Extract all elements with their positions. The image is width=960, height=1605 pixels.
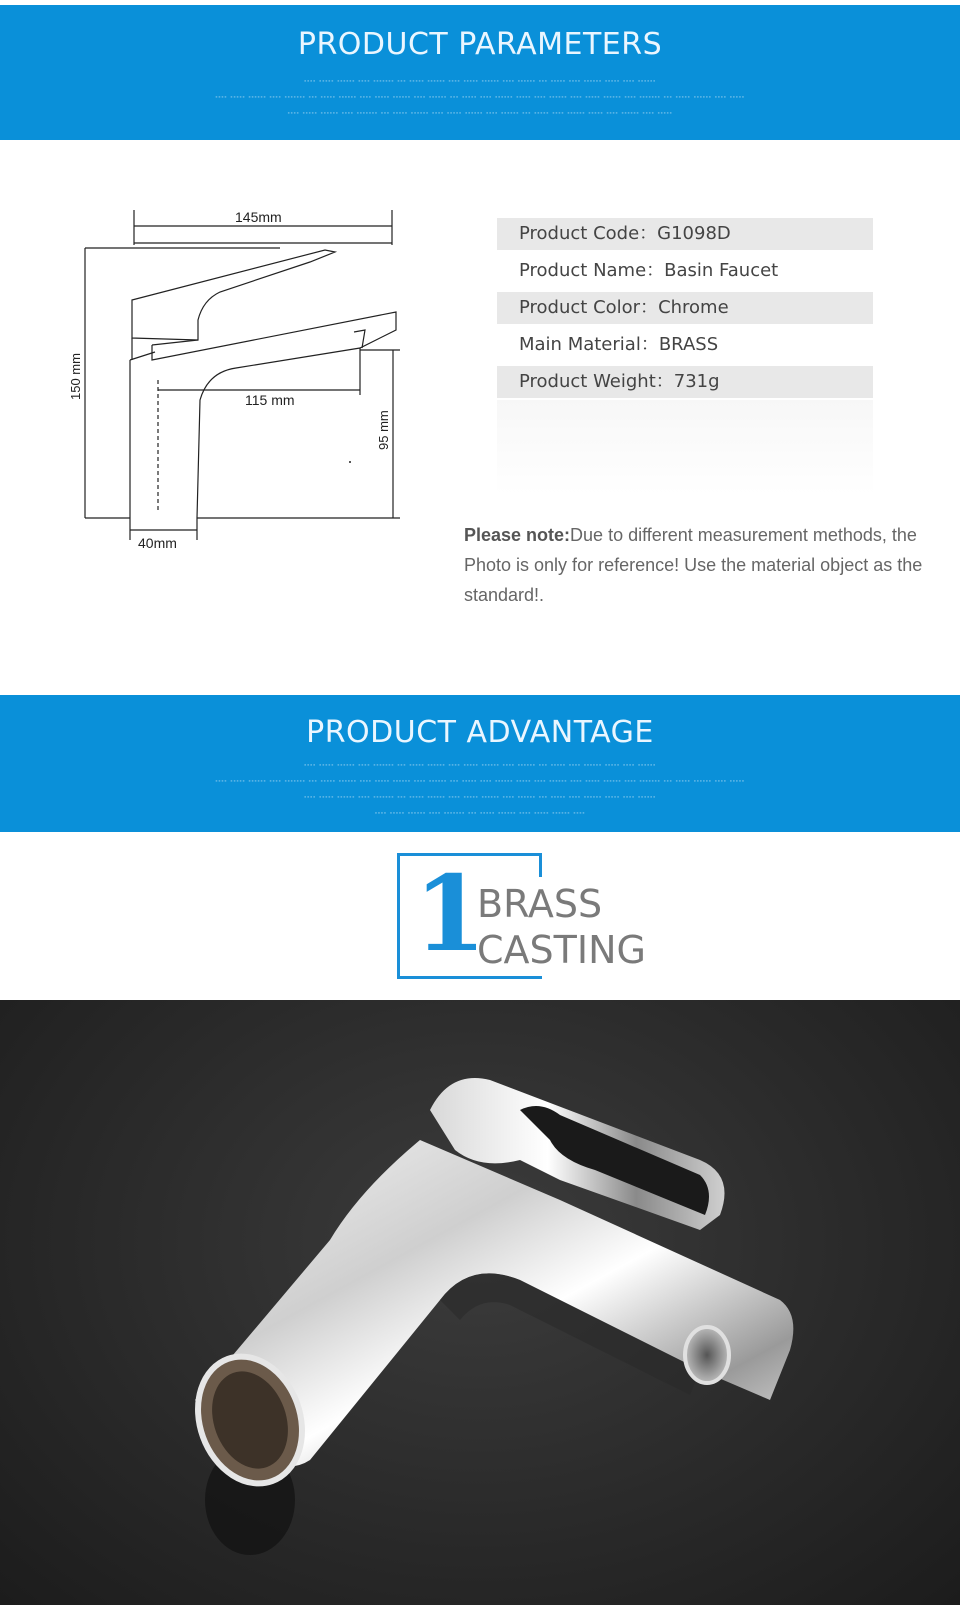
spec-value: BRASS bbox=[658, 334, 719, 355]
feature-frame bbox=[539, 853, 542, 877]
spec-label: Product Code： bbox=[519, 223, 658, 244]
disclaimer-note bbox=[464, 520, 934, 610]
product-photo bbox=[0, 1000, 960, 1605]
banner-decoration: ▪▪▪▪ ▪▪▪▪▪ ▪▪▪▪▪▪ ▪▪▪▪ ▪▪▪▪▪▪▪ ▪▪▪ ▪▪▪▪▪ ▪▪▪▪▪▪ ▪▪▪▪ ▪▪▪▪▪ ▪▪▪▪▪▪ ▪▪▪▪ ▪▪▪▪▪▪ ▪▪▪ ▪▪▪▪▪ ▪▪▪▪ ▪▪▪▪▪▪ ▪▪▪▪▪ ▪▪▪▪ ▪▪▪▪▪▪ bbox=[304, 78, 656, 83]
banner-decoration: ▪▪▪▪ ▪▪▪▪▪ ▪▪▪▪▪▪ ▪▪▪▪ ▪▪▪▪▪▪▪ ▪▪▪ ▪▪▪▪▪ ▪▪▪▪▪▪ ▪▪▪▪ ▪▪▪▪▪ ▪▪▪▪▪▪ ▪▪▪▪ bbox=[374, 810, 586, 815]
params-banner bbox=[0, 5, 960, 140]
spec-table-fade bbox=[497, 400, 873, 495]
spec-row-weight bbox=[497, 366, 873, 398]
banner-decoration: ▪▪▪▪ ▪▪▪▪▪ ▪▪▪▪▪▪ ▪▪▪▪ ▪▪▪▪▪▪▪ ▪▪▪ ▪▪▪▪▪ ▪▪▪▪▪▪ ▪▪▪▪ ▪▪▪▪▪ ▪▪▪▪▪▪ ▪▪▪▪ ▪▪▪▪▪▪ ▪▪▪ ▪▪▪▪▪ ▪▪▪▪ ▪▪▪▪▪▪ ▪▪▪▪▪ ▪▪▪▪ ▪▪▪▪▪▪ ▪▪▪▪ ▪▪▪▪▪ ▪▪▪▪▪▪ ▪▪▪▪ ▪▪▪▪▪▪▪ ▪▪▪ ▪▪▪▪▪ ▪▪▪▪▪▪ ▪▪▪▪ ▪▪▪▪▪ bbox=[215, 778, 745, 783]
spec-label: Main Material： bbox=[519, 334, 659, 355]
spec-row-name bbox=[497, 255, 873, 287]
spec-label: Product Weight： bbox=[519, 371, 674, 392]
dim-reach-label: 115 mm bbox=[245, 392, 295, 408]
note-label: Please note: bbox=[464, 525, 571, 545]
spec-table bbox=[497, 218, 873, 403]
banner-decoration: ▪▪▪▪ ▪▪▪▪▪ ▪▪▪▪▪▪ ▪▪▪▪ ▪▪▪▪▪▪▪ ▪▪▪ ▪▪▪▪▪ ▪▪▪▪▪▪ ▪▪▪▪ ▪▪▪▪▪ ▪▪▪▪▪▪ ▪▪▪▪ ▪▪▪▪▪▪ ▪▪▪ ▪▪▪▪▪ ▪▪▪▪ ▪▪▪▪▪▪ ▪▪▪▪▪ ▪▪▪▪ ▪▪▪▪▪▪ bbox=[304, 762, 656, 767]
spec-row-material bbox=[497, 329, 873, 361]
spec-value: 731g bbox=[673, 371, 720, 392]
feature-brass-casting bbox=[397, 853, 657, 977]
spec-value: Basin Faucet bbox=[664, 260, 779, 281]
faucet-illustration bbox=[0, 1000, 960, 1605]
spec-row-color bbox=[497, 292, 873, 324]
dim-spout-height-label: 95 mm bbox=[376, 410, 391, 450]
dim-width-label: 145mm bbox=[235, 209, 282, 225]
feature-text bbox=[477, 881, 646, 973]
banner-decoration: ▪▪▪▪ ▪▪▪▪▪ ▪▪▪▪▪▪ ▪▪▪▪ ▪▪▪▪▪▪▪ ▪▪▪ ▪▪▪▪▪ ▪▪▪▪▪▪ ▪▪▪▪ ▪▪▪▪▪ ▪▪▪▪▪▪ ▪▪▪▪ ▪▪▪▪▪▪ ▪▪▪ ▪▪▪▪▪ ▪▪▪▪ ▪▪▪▪▪▪ ▪▪▪▪▪ ▪▪▪▪ ▪▪▪▪▪▪ ▪▪▪▪ ▪▪▪▪▪ bbox=[287, 110, 673, 115]
feature-line-2: CASTING bbox=[477, 928, 646, 972]
spec-value: Chrome bbox=[658, 297, 729, 318]
advantage-banner bbox=[0, 695, 960, 832]
dimension-diagram bbox=[60, 200, 410, 710]
spec-label: Product Color： bbox=[519, 297, 659, 318]
feature-number: 1 bbox=[414, 852, 487, 975]
spec-value: G1098D bbox=[657, 223, 731, 244]
spec-row-code bbox=[497, 218, 873, 250]
banner-decoration: ▪▪▪▪ ▪▪▪▪▪ ▪▪▪▪▪▪ ▪▪▪▪ ▪▪▪▪▪▪▪ ▪▪▪ ▪▪▪▪▪ ▪▪▪▪▪▪ ▪▪▪▪ ▪▪▪▪▪ ▪▪▪▪▪▪ ▪▪▪▪ ▪▪▪▪▪▪ ▪▪▪ ▪▪▪▪▪ ▪▪▪▪ ▪▪▪▪▪▪ ▪▪▪▪▪ ▪▪▪▪ ▪▪▪▪▪▪ ▪▪▪▪ ▪▪▪▪▪ ▪▪▪▪▪▪ ▪▪▪▪ ▪▪▪▪▪▪▪ ▪▪▪ ▪▪▪▪▪ ▪▪▪▪▪▪ ▪▪▪▪ ▪▪▪▪▪ bbox=[215, 94, 745, 99]
params-banner-title: PRODUCT PARAMETERS bbox=[297, 27, 663, 62]
dim-base-label: 40mm bbox=[138, 535, 177, 551]
dim-height-label: 150 mm bbox=[68, 353, 83, 400]
spec-label: Product Name： bbox=[519, 260, 665, 281]
advantage-banner-title: PRODUCT ADVANTAGE bbox=[306, 715, 654, 750]
banner-decoration: ▪▪▪▪ ▪▪▪▪▪ ▪▪▪▪▪▪ ▪▪▪▪ ▪▪▪▪▪▪▪ ▪▪▪ ▪▪▪▪▪ ▪▪▪▪▪▪ ▪▪▪▪ ▪▪▪▪▪ ▪▪▪▪▪▪ ▪▪▪▪ ▪▪▪▪▪▪ ▪▪▪ ▪▪▪▪▪ ▪▪▪▪ ▪▪▪▪▪▪ ▪▪▪▪▪ ▪▪▪▪ ▪▪▪▪▪▪ bbox=[304, 794, 656, 799]
note-text: Due to different measurement methods, the Photo is only for reference! Use the material object as the standard!. bbox=[464, 525, 923, 605]
feature-line-1: BRASS bbox=[477, 882, 603, 926]
